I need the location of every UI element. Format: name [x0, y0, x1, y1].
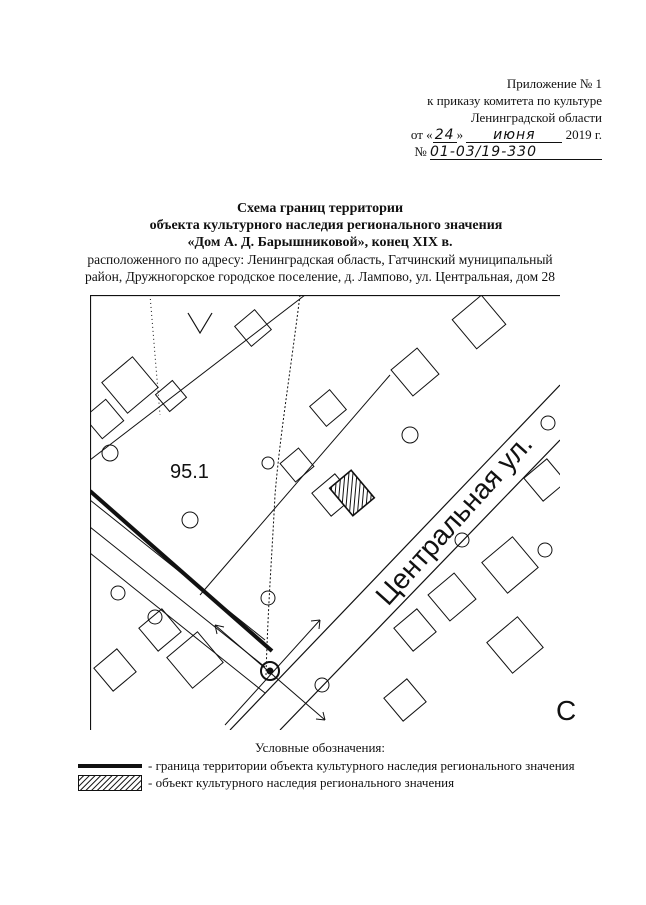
number-value: 01-03/19-330	[430, 145, 602, 160]
date-month: июня	[466, 128, 562, 143]
address-line-1: расположенного по адресу: Ленинградская область, Гатчинский муниципальный	[87, 252, 553, 267]
parcel-number-label: 95.1	[170, 461, 209, 483]
title-line-1: Схема границ территории	[236, 201, 404, 216]
number-prefix: №	[414, 144, 427, 159]
date-close: »	[456, 127, 464, 142]
legend-item-boundary	[78, 758, 575, 774]
date-year: 2019 г.	[565, 127, 602, 142]
parcel-line-upper	[90, 295, 305, 460]
order-reference: к приказу комитета по культуре	[427, 93, 602, 108]
street-name-label: Центральная ул.	[369, 428, 539, 612]
edge-letter-label: С	[556, 695, 577, 726]
thick-line-icon	[78, 761, 142, 771]
legend-title: Условные обозначения:	[254, 740, 386, 755]
appendix-label: Приложение № 1	[506, 76, 602, 91]
dotted-line-left	[150, 295, 160, 415]
legend-label-heritage-object: - объект культурного наследия регионального значения	[148, 775, 455, 790]
hatched-rectangle-icon	[78, 775, 142, 791]
order-date	[411, 126, 602, 143]
order-number	[414, 143, 602, 160]
vertex-mark	[188, 313, 212, 333]
survey-point	[215, 620, 325, 725]
heritage-building-hatched	[330, 470, 375, 516]
site-plan-map	[90, 295, 577, 730]
side-road	[90, 500, 265, 693]
date-prefix: от «	[410, 127, 433, 142]
legend-label-boundary: - граница территории объекта культурного наследия регионального значения	[148, 758, 575, 773]
title-line-3: «Дом А. Д. Барышниковой», конец XIX в.	[187, 235, 453, 250]
date-day: 24	[433, 128, 457, 143]
address-line-2: район, Дружногорское городское поселение, д. Лампово, ул. Центральная, дом 28	[84, 269, 556, 284]
legend-item-heritage-object	[78, 775, 454, 791]
tree-markers	[102, 416, 555, 692]
region-name: Ленинградской области	[470, 110, 602, 125]
heritage-boundary-line	[90, 491, 272, 651]
title-line-2: объекта культурного наследия регионального значения	[149, 218, 503, 233]
